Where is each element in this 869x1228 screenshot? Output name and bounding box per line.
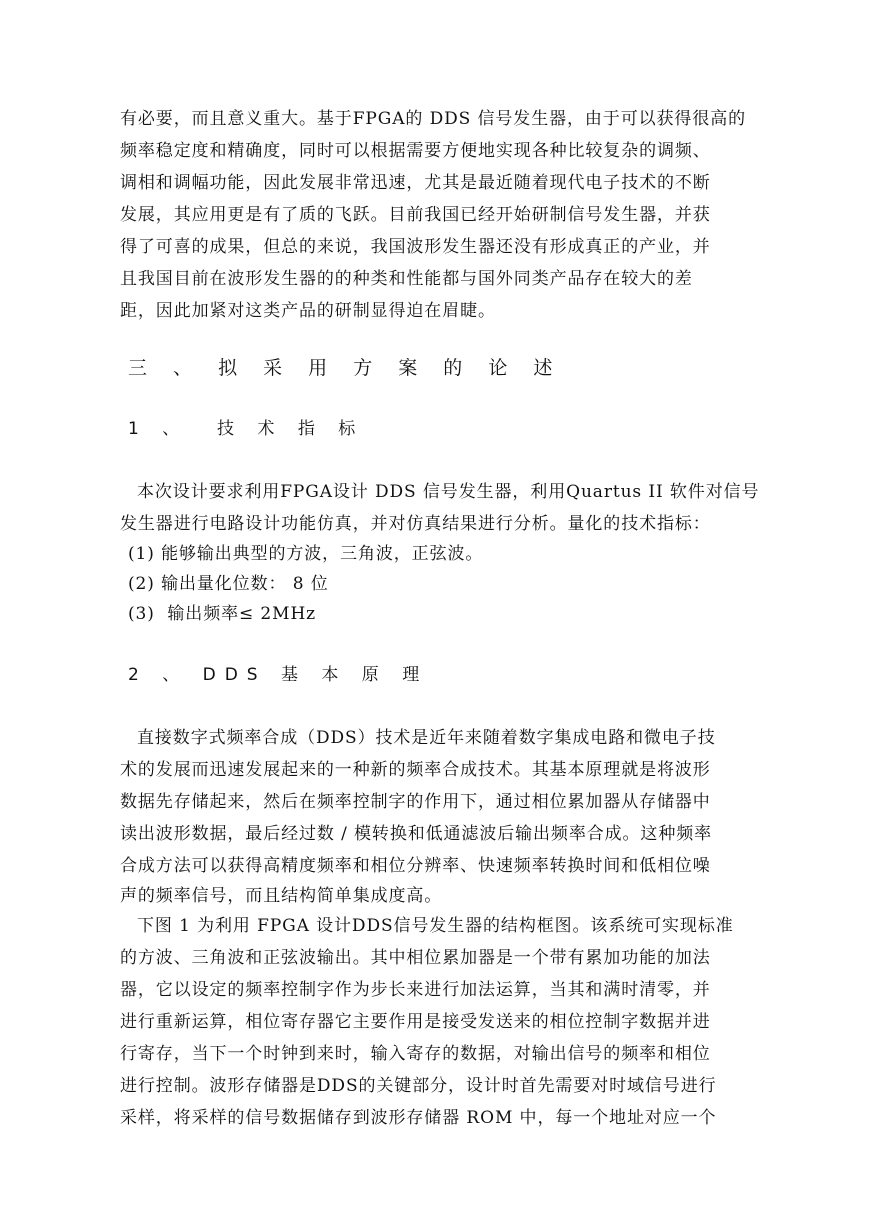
document-page: 有必要，而且意义重大。基于FPGA的 DDS 信号发生器，由于可以获得很高的 频率稳定度和精确度，同时可以根据需要方便地实现各种比较复杂的调频、 调相和调幅功能，因此发展非常迅速，尤其是最近随着现代电子技术的不断 发展，其应用更是有了质的飞跃。目前我国已经开始研制信号发生器，并获 得了可喜的成果，但总的来说，我国波形发生器还没有形成真正的产业，并 且我国目前在波形发生器的的种类和性能都与国外同类产品存在较大的差 距，因此加紧对这类产品的研制显得迫在眉睫。 三 、 拟 采 用 方 案 的 论 述 1 、 技 术 指 标 本次设计要求利用FPGA设计 DDS 信号发生器，利用Quartus II 软件对信号 发生器进行电路设计功能仿真，并对仿真结果进行分析。量化的技术指标： (1) 能够输出典型的方波，三角波，正弦波。 (2) 输出量化位数： 8 位 (3) 输出频率≤ 2MHz 2 、 DDS 基 本 原 理 直接数字式频率合成（DDS）技术是近年来随着数字集成电路和微电子技 术的发展而迅速发展起来的一种新的频率合成技术。其基本原理就是将波形 数据先存储起来，然后在频率控制字的作用下，通过相位累加器从存储器中 读出波形数据，最后经过数 / 模转换和低通滤波后输出频率合成。这种频率 合成方法可以获得高精度频率和相位分辨率、快速频率转换时间和低相位噪 声的频率信号，而且结构简单集成度高。 下图 1 为利用 FPGA 设计DDS信号发生器的结构框图。该系统可实现标准 的方波、三角波和正弦波输出。其中相位累加器是一个带有累加功能的加法 器，它以设定的频率控制字作为步长来进行加法运算，当其和满时清零，并 进行重新运算，相位寄存器它主要作用是接受发送来的相位控制字数据并进 行寄存，当下一个时钟到来时，输入寄存的数据，对输出信号的频率和相位 进行控制。波形存储器是DDS的关键部分，设计时首先需要对时域信号进行 采样，将采样的信号数据储存到波形存储器 ROM 中，每一个地址对应一个 <box>120 109 760 1128</box>
subsection-heading: 2 、 DDS 基 本 原 理 <box>128 665 429 685</box>
section-heading: 三 、 拟 采 用 方 案 的 论 述 <box>128 357 563 379</box>
subsection-heading: 1 、 技 术 指 标 <box>128 419 365 439</box>
